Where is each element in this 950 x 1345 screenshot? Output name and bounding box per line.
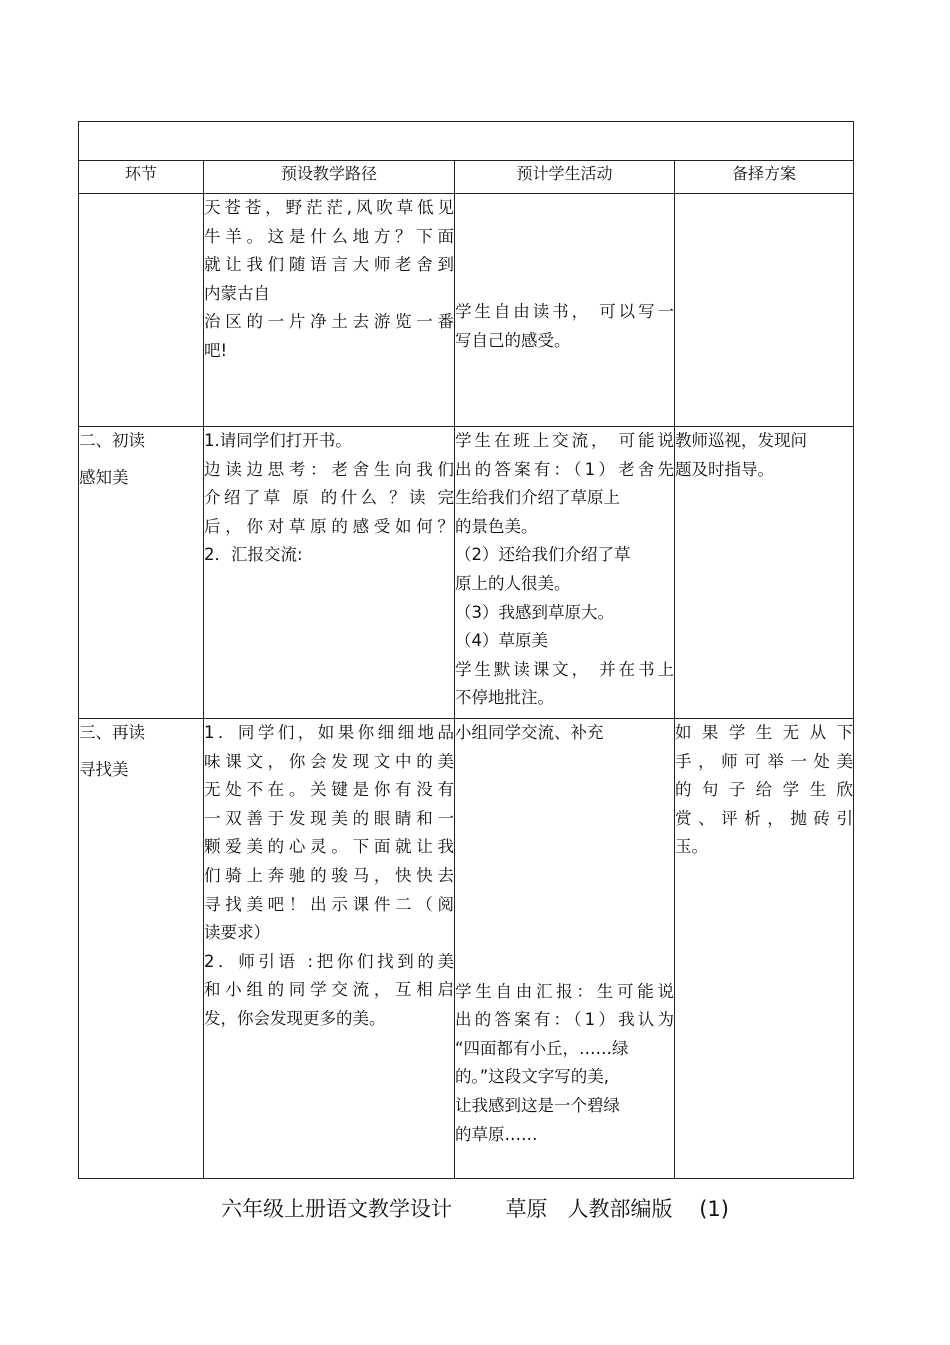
stage-label: 三、再读 xyxy=(79,723,145,742)
text-line: 出的答案有：（1）老舍先 xyxy=(455,459,674,479)
text-line: 介绍了草 原 的什么 ？读 完 xyxy=(204,488,454,508)
stage-cell xyxy=(79,427,204,719)
text-line: 寻找美吧！出示课件二（阅 xyxy=(204,894,454,914)
text-line: 边读边思考：老舍生向我们 xyxy=(204,459,454,479)
text-line: 和小组的同学交流，互相启 xyxy=(204,980,454,1000)
stage-label: 感知美 xyxy=(79,467,129,487)
text-line: 出的答案有：（1）我认为 xyxy=(455,1010,674,1030)
text-line: （3）我感到草原大。 xyxy=(455,602,614,622)
text-line: 赏、评析，抛砖引 xyxy=(675,808,853,828)
header-alternative-plan: 备择方案 xyxy=(675,161,854,194)
text-line: 学生默读课文， 并在书上 xyxy=(455,659,674,679)
text-line: 题及时指导。 xyxy=(675,459,774,479)
text-line: 学生自由汇报：生可能说 xyxy=(455,981,674,1001)
text-line: “四面都有小丘，……绿 xyxy=(455,1038,629,1058)
text-line: 的。”这段文字写的美, xyxy=(455,1067,610,1087)
text-line: 无处不在。关键是你有没有 xyxy=(204,780,454,800)
text-line: 的草原…… xyxy=(455,1124,538,1144)
text-line: 吧! xyxy=(204,340,228,360)
page-footer: 六年级上册语文教学设计 草原 人教部编版 (1) xyxy=(221,1197,729,1221)
table-row xyxy=(79,427,854,719)
text-line: 治区的一片净土去游览一番 xyxy=(204,312,454,332)
text-line: 不停地批注。 xyxy=(455,688,554,708)
text-line: （2）还给我们介绍了草 xyxy=(455,545,631,565)
stage-cell xyxy=(79,719,204,1179)
text-line: 后，你对草原的感受如何？ xyxy=(204,516,454,536)
text-line: 教师巡视，发现问 xyxy=(675,431,807,450)
teaching-path-cell xyxy=(204,194,455,427)
text-line: 发，你会发现更多的美。 xyxy=(204,1008,386,1028)
text-line: 1.请同学们打开书。 xyxy=(204,431,352,450)
text-line: 一双善于发现美的眼睛和一 xyxy=(204,808,454,828)
text-line: 写自己的感受。 xyxy=(455,330,571,350)
table-title-row xyxy=(79,122,854,161)
alternative-plan-cell xyxy=(675,427,854,719)
text-line: 玉。 xyxy=(675,837,708,857)
text-line: 如果学生无从下 xyxy=(675,723,853,742)
teaching-path-cell xyxy=(204,719,455,1179)
header-stage: 环节 xyxy=(79,161,204,194)
alternative-plan-cell xyxy=(675,194,854,427)
text-line: 学生自由读书， 可以写一 xyxy=(455,302,674,321)
text-line: 内蒙古自 xyxy=(204,283,270,303)
student-activity-cell xyxy=(455,719,675,1179)
text-line: （4）草原美 xyxy=(455,631,548,651)
text-line: 学生在班上交流， 可能说 xyxy=(455,431,674,450)
text-line: 2．汇报交流: xyxy=(204,545,303,565)
text-line: 小组同学交流、补充 xyxy=(455,723,604,742)
student-activity-cell xyxy=(455,427,675,719)
header-student-activity: 预计学生活动 xyxy=(455,161,675,194)
table-row xyxy=(79,719,854,1179)
table-title-cell xyxy=(79,122,854,161)
header-teaching-path: 预设教学路径 xyxy=(204,161,455,194)
text-line: 1．同学们，如果你细细地品 xyxy=(204,723,454,742)
stage-label: 寻找美 xyxy=(79,759,129,779)
text-line: 牛羊。这是什么地方？下面 xyxy=(204,226,454,246)
table-row xyxy=(79,194,854,427)
text-line: 让我感到这是一个碧绿 xyxy=(455,1095,620,1115)
text-line: 读要求） xyxy=(204,923,270,943)
text-line: 生给我们介绍了草原上 xyxy=(455,488,620,508)
text-line: 的句子给学生欣 xyxy=(675,780,853,800)
text-line: 味课文，你会发现文中的美 xyxy=(204,751,454,771)
stage-label: 二、初读 xyxy=(79,431,145,450)
text-line: 2．师引语 :把你们找到的美 xyxy=(204,951,454,971)
text-line: 手，师可举一处美 xyxy=(675,751,853,771)
text-line: 颗爱美的心灵。下面就让我 xyxy=(204,837,454,857)
lesson-plan-table xyxy=(78,121,854,1179)
alternative-plan-cell xyxy=(675,719,854,1179)
student-activity-cell xyxy=(455,194,675,427)
text-line: 就让我们随语言大师老舍到 xyxy=(204,255,454,275)
stage-cell xyxy=(79,194,204,427)
text-line: 天苍苍，野茫茫,风吹草低见 xyxy=(204,198,454,217)
text-line: 原上的人很美。 xyxy=(455,573,571,593)
text-line: 们骑上奔驰的骏马，快快去 xyxy=(204,865,454,885)
table-header-row xyxy=(79,161,854,194)
text-line: 的景色美。 xyxy=(455,516,538,536)
teaching-path-cell xyxy=(204,427,455,719)
